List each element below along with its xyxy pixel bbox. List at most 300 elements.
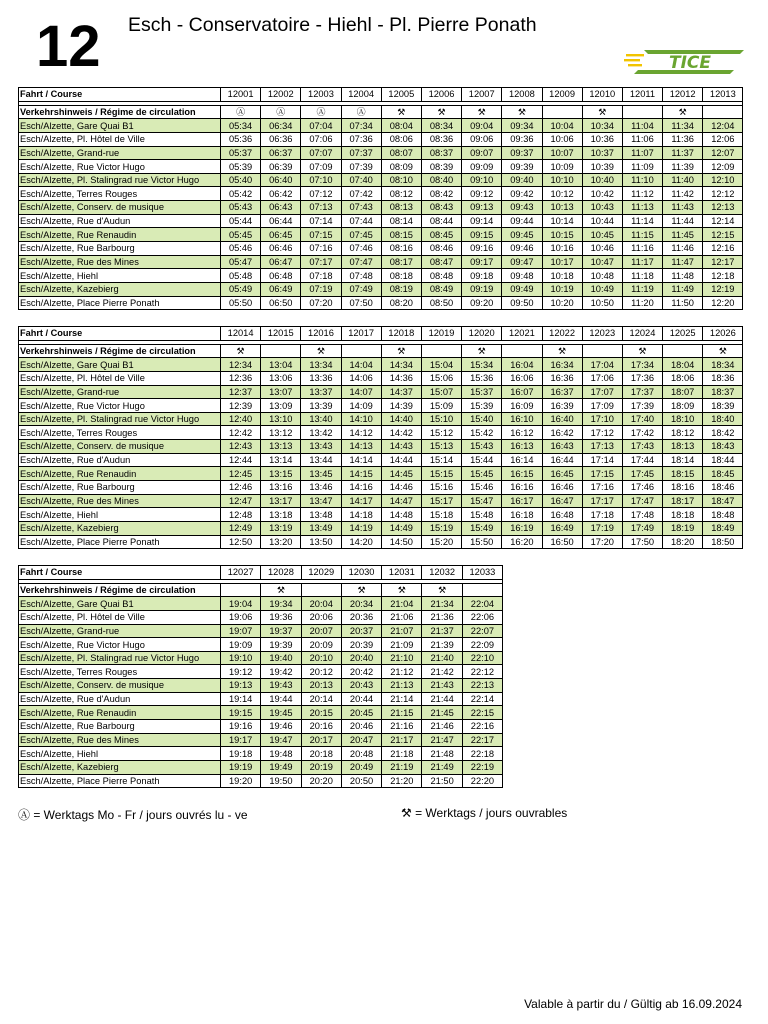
- departure-time: 12:07: [703, 146, 743, 160]
- departure-time: 11:18: [622, 269, 662, 283]
- stop-row: [19, 214, 743, 228]
- departure-time: 13:47: [301, 494, 341, 508]
- legend-a: Ⓐ = Werktags Mo - Fr / jours ouvrés lu - ve: [18, 808, 248, 822]
- departure-time: 21:20: [382, 774, 422, 788]
- stop-name: Esch/Alzette, Rue Renaudin: [19, 706, 221, 720]
- departure-time: 12:39: [221, 399, 261, 413]
- departure-time: 07:06: [301, 132, 341, 146]
- stop-row: [19, 706, 503, 720]
- departure-time: 05:39: [221, 160, 261, 174]
- stop-name: Esch/Alzette, Kazebierg: [19, 521, 221, 535]
- departure-time: 11:17: [622, 255, 662, 269]
- stop-row: [19, 494, 743, 508]
- departure-time: 18:10: [663, 412, 703, 426]
- course-number: 12005: [381, 88, 421, 102]
- departure-time: 19:46: [261, 720, 301, 734]
- departure-time: 15:44: [462, 453, 502, 467]
- course-number: 12029: [301, 566, 341, 580]
- workday-hammer-icon: ⚒: [301, 344, 341, 358]
- stop-name: Esch/Alzette, Rue des Mines: [19, 733, 221, 747]
- departure-time: 06:45: [261, 228, 301, 242]
- departure-time: 15:14: [421, 453, 461, 467]
- departure-time: 10:36: [582, 132, 622, 146]
- departure-time: 08:36: [421, 132, 461, 146]
- departure-time: 21:10: [382, 651, 422, 665]
- course-number: 12017: [341, 327, 381, 341]
- course-number: 12030: [341, 566, 381, 580]
- departure-time: 16:09: [502, 399, 542, 413]
- line-number: 12: [36, 14, 101, 79]
- tice-logo: [624, 46, 748, 76]
- departure-time: 07:36: [341, 132, 381, 146]
- departure-time: 14:09: [341, 399, 381, 413]
- departure-time: 09:07: [462, 146, 502, 160]
- departure-time: 13:04: [261, 358, 301, 372]
- departure-time: 10:09: [542, 160, 582, 174]
- stop-row: [19, 774, 503, 788]
- departure-time: 17:45: [622, 467, 662, 481]
- departure-time: 09:12: [462, 187, 502, 201]
- departure-time: 07:20: [301, 296, 341, 310]
- departure-time: 15:36: [462, 371, 502, 385]
- stop-name: Esch/Alzette, Rue des Mines: [19, 255, 221, 269]
- departure-time: 11:19: [622, 282, 662, 296]
- course-number: 12014: [221, 327, 261, 341]
- departure-time: 06:47: [261, 255, 301, 269]
- departure-time: 06:34: [261, 119, 301, 133]
- departure-time: 21:44: [422, 692, 462, 706]
- workday-hammer-icon: ⚒: [462, 344, 502, 358]
- stop-row: [19, 255, 743, 269]
- departure-time: 09:16: [462, 242, 502, 256]
- departure-time: 21:15: [382, 706, 422, 720]
- departure-time: 21:40: [422, 651, 462, 665]
- departure-time: 15:15: [421, 467, 461, 481]
- departure-time: 18:49: [703, 521, 743, 535]
- departure-time: 16:50: [542, 535, 582, 549]
- departure-time: 13:20: [261, 535, 301, 549]
- course-number: 12011: [622, 88, 662, 102]
- course-number: 12008: [502, 88, 542, 102]
- course-number: 12033: [462, 566, 502, 580]
- stop-row: [19, 679, 503, 693]
- departure-time: 07:17: [301, 255, 341, 269]
- departure-time: 10:04: [542, 119, 582, 133]
- departure-time: 20:06: [301, 610, 341, 624]
- departure-time: 12:15: [703, 228, 743, 242]
- departure-time: 13:45: [301, 467, 341, 481]
- departure-time: 18:18: [663, 508, 703, 522]
- departure-time: 05:49: [221, 282, 261, 296]
- departure-time: 15:04: [421, 358, 461, 372]
- departure-time: 13:46: [301, 481, 341, 495]
- departure-time: 13:18: [261, 508, 301, 522]
- departure-time: 21:09: [382, 638, 422, 652]
- departure-time: 07:45: [341, 228, 381, 242]
- departure-time: 20:44: [341, 692, 381, 706]
- departure-time: 21:46: [422, 720, 462, 734]
- departure-time: 16:20: [502, 535, 542, 549]
- departure-time: 08:10: [381, 173, 421, 187]
- departure-time: 11:39: [663, 160, 703, 174]
- course-number: 12015: [261, 327, 301, 341]
- stop-name: Esch/Alzette, Gare Quai B1: [19, 358, 221, 372]
- departure-time: 09:36: [502, 132, 542, 146]
- departure-time: 18:15: [663, 467, 703, 481]
- stop-row: [19, 371, 743, 385]
- departure-time: 16:12: [502, 426, 542, 440]
- departure-time: 16:07: [502, 385, 542, 399]
- departure-time: 15:39: [462, 399, 502, 413]
- departure-time: 15:19: [421, 521, 461, 535]
- departure-time: 17:43: [622, 440, 662, 454]
- departure-time: 14:12: [341, 426, 381, 440]
- stop-row: [19, 651, 503, 665]
- departure-time: 16:39: [542, 399, 582, 413]
- departure-time: 18:19: [663, 521, 703, 535]
- departure-time: 11:49: [663, 282, 703, 296]
- departure-time: 07:16: [301, 242, 341, 256]
- departure-time: 12:04: [703, 119, 743, 133]
- departure-time: 12:06: [703, 132, 743, 146]
- stop-row: [19, 467, 743, 481]
- departure-time: 11:15: [622, 228, 662, 242]
- stop-name: Esch/Alzette, Grand-rue: [19, 385, 221, 399]
- departure-time: 10:06: [542, 132, 582, 146]
- departure-time: 16:45: [542, 467, 582, 481]
- departure-time: 10:50: [582, 296, 622, 310]
- departure-time: 19:13: [221, 679, 261, 693]
- departure-time: 19:48: [261, 747, 301, 761]
- departure-time: 20:04: [301, 597, 341, 611]
- course-label: Fahrt / Course: [19, 327, 221, 341]
- regime-row: [19, 344, 743, 358]
- departure-time: 16:44: [542, 453, 582, 467]
- departure-time: 11:44: [663, 214, 703, 228]
- stop-row: [19, 296, 743, 310]
- departure-time: 17:16: [582, 481, 622, 495]
- departure-time: 18:42: [703, 426, 743, 440]
- stop-name: Esch/Alzette, Hiehl: [19, 508, 221, 522]
- departure-time: 05:48: [221, 269, 261, 283]
- departure-time: 19:37: [261, 624, 301, 638]
- departure-time: 15:46: [462, 481, 502, 495]
- stop-name: Esch/Alzette, Pl. Hôtel de Ville: [19, 132, 221, 146]
- departure-time: 05:43: [221, 201, 261, 215]
- departure-time: 12:47: [221, 494, 261, 508]
- stop-row: [19, 160, 743, 174]
- departure-time: 22:16: [462, 720, 502, 734]
- departure-time: 20:12: [301, 665, 341, 679]
- departure-time: 07:49: [341, 282, 381, 296]
- departure-time: 07:12: [301, 187, 341, 201]
- departure-time: 10:19: [542, 282, 582, 296]
- departure-time: 17:34: [622, 358, 662, 372]
- departure-time: 05:50: [221, 296, 261, 310]
- departure-time: 09:04: [462, 119, 502, 133]
- departure-time: 09:15: [462, 228, 502, 242]
- departure-time: 11:12: [622, 187, 662, 201]
- departure-time: 13:07: [261, 385, 301, 399]
- departure-time: 21:14: [382, 692, 422, 706]
- workday-hammer-icon: ⚒: [462, 105, 502, 119]
- departure-time: 15:48: [462, 508, 502, 522]
- departure-time: 12:48: [221, 508, 261, 522]
- departure-time: 17:17: [582, 494, 622, 508]
- departure-time: 06:37: [261, 146, 301, 160]
- departure-time: 16:37: [542, 385, 582, 399]
- stop-name: Esch/Alzette, Place Pierre Ponath: [19, 774, 221, 788]
- stop-row: [19, 720, 503, 734]
- course-number: 12019: [421, 327, 461, 341]
- departure-time: 15:45: [462, 467, 502, 481]
- departure-time: 22:12: [462, 665, 502, 679]
- departure-time: 08:45: [421, 228, 461, 242]
- departure-time: 20:48: [341, 747, 381, 761]
- departure-time: 07:07: [301, 146, 341, 160]
- course-label: Fahrt / Course: [19, 566, 221, 580]
- departure-time: 17:10: [582, 412, 622, 426]
- departure-time: 10:45: [582, 228, 622, 242]
- departure-time: 07:18: [301, 269, 341, 283]
- departure-time: 17:20: [582, 535, 622, 549]
- departure-time: 10:16: [542, 242, 582, 256]
- departure-time: 06:46: [261, 242, 301, 256]
- stop-row: [19, 610, 503, 624]
- departure-time: 11:46: [663, 242, 703, 256]
- departure-time: 08:14: [381, 214, 421, 228]
- departure-time: 14:20: [341, 535, 381, 549]
- stop-name: Esch/Alzette, Pl. Hôtel de Ville: [19, 371, 221, 385]
- departure-time: 10:13: [542, 201, 582, 215]
- departure-time: 20:10: [301, 651, 341, 665]
- departure-time: 15:06: [421, 371, 461, 385]
- departure-time: 10:17: [542, 255, 582, 269]
- departure-time: 18:16: [663, 481, 703, 495]
- departure-time: 07:10: [301, 173, 341, 187]
- departure-time: 15:13: [421, 440, 461, 454]
- course-header-row: [19, 327, 743, 341]
- departure-time: 14:45: [381, 467, 421, 481]
- departure-time: 20:34: [341, 597, 381, 611]
- departure-time: 20:47: [341, 733, 381, 747]
- stop-row: [19, 426, 743, 440]
- departure-time: 09:45: [502, 228, 542, 242]
- weekday-mon-fri-icon: Ⓐ: [301, 105, 341, 119]
- course-number: 12027: [221, 566, 261, 580]
- departure-time: 19:06: [221, 610, 261, 624]
- departure-time: 12:18: [703, 269, 743, 283]
- stop-row: [19, 535, 743, 549]
- departure-time: 14:17: [341, 494, 381, 508]
- departure-time: 19:43: [261, 679, 301, 693]
- departure-time: 19:45: [261, 706, 301, 720]
- stop-row: [19, 508, 743, 522]
- departure-time: 08:42: [421, 187, 461, 201]
- departure-time: 06:44: [261, 214, 301, 228]
- departure-time: 20:36: [341, 610, 381, 624]
- departure-time: 11:14: [622, 214, 662, 228]
- departure-time: 08:50: [421, 296, 461, 310]
- stop-row: [19, 760, 503, 774]
- departure-time: 14:34: [381, 358, 421, 372]
- stop-name: Esch/Alzette, Pl. Stalingrad rue Victor Hugo: [19, 651, 221, 665]
- stop-name: Esch/Alzette, Conserv. de musique: [19, 679, 221, 693]
- regime-empty: [421, 344, 461, 358]
- course-number: 12001: [221, 88, 261, 102]
- departure-time: 12:45: [221, 467, 261, 481]
- departure-time: 07:14: [301, 214, 341, 228]
- departure-time: 07:43: [341, 201, 381, 215]
- departure-time: 17:48: [622, 508, 662, 522]
- regime-empty: [221, 583, 261, 597]
- departure-time: 12:40: [221, 412, 261, 426]
- departure-time: 18:46: [703, 481, 743, 495]
- departure-time: 14:50: [381, 535, 421, 549]
- departure-time: 14:10: [341, 412, 381, 426]
- departure-time: 07:37: [341, 146, 381, 160]
- departure-time: 18:14: [663, 453, 703, 467]
- departure-time: 15:09: [421, 399, 461, 413]
- departure-time: 15:20: [421, 535, 461, 549]
- departure-time: 15:34: [462, 358, 502, 372]
- departure-time: 10:42: [582, 187, 622, 201]
- departure-time: 09:19: [462, 282, 502, 296]
- course-header-row: [19, 88, 743, 102]
- stop-name: Esch/Alzette, Rue Victor Hugo: [19, 638, 221, 652]
- departure-time: 17:50: [622, 535, 662, 549]
- departure-time: 08:06: [381, 132, 421, 146]
- departure-time: 22:07: [462, 624, 502, 638]
- departure-time: 05:34: [221, 119, 261, 133]
- departure-time: 22:18: [462, 747, 502, 761]
- departure-time: 18:13: [663, 440, 703, 454]
- departure-time: 16:18: [502, 508, 542, 522]
- departure-time: 15:43: [462, 440, 502, 454]
- departure-time: 21:12: [382, 665, 422, 679]
- regime-empty: [622, 105, 662, 119]
- departure-time: 07:50: [341, 296, 381, 310]
- departure-time: 19:49: [261, 760, 301, 774]
- departure-time: 13:15: [261, 467, 301, 481]
- departure-time: 19:39: [261, 638, 301, 652]
- departure-time: 18:40: [703, 412, 743, 426]
- departure-time: 17:40: [622, 412, 662, 426]
- departure-time: 16:06: [502, 371, 542, 385]
- departure-time: 20:17: [301, 733, 341, 747]
- departure-time: 15:07: [421, 385, 461, 399]
- departure-time: 09:39: [502, 160, 542, 174]
- departure-time: 08:44: [421, 214, 461, 228]
- departure-time: 21:19: [382, 760, 422, 774]
- stop-row: [19, 399, 743, 413]
- departure-time: 05:37: [221, 146, 261, 160]
- workday-hammer-icon: ⚒: [663, 105, 703, 119]
- stop-name: Esch/Alzette, Pl. Hôtel de Ville: [19, 610, 221, 624]
- departure-time: 19:15: [221, 706, 261, 720]
- departure-time: 21:06: [382, 610, 422, 624]
- regime-row: [19, 105, 743, 119]
- stop-row: [19, 201, 743, 215]
- course-label: Fahrt / Course: [19, 88, 221, 102]
- departure-time: 05:42: [221, 187, 261, 201]
- course-number: 12025: [663, 327, 703, 341]
- departure-time: 12:13: [703, 201, 743, 215]
- departure-time: 08:13: [381, 201, 421, 215]
- departure-time: 16:36: [542, 371, 582, 385]
- departure-time: 17:44: [622, 453, 662, 467]
- weekday-mon-fri-icon: Ⓐ: [221, 105, 261, 119]
- timetable-2: [18, 326, 743, 549]
- departure-time: 06:43: [261, 201, 301, 215]
- departure-time: 07:39: [341, 160, 381, 174]
- departure-time: 08:09: [381, 160, 421, 174]
- stop-row: [19, 733, 503, 747]
- workday-hammer-icon: ⚒: [703, 344, 743, 358]
- departure-time: 11:36: [663, 132, 703, 146]
- departure-time: 08:20: [381, 296, 421, 310]
- departure-time: 20:13: [301, 679, 341, 693]
- departure-time: 12:14: [703, 214, 743, 228]
- departure-time: 19:50: [261, 774, 301, 788]
- departure-time: 22:20: [462, 774, 502, 788]
- stop-row: [19, 597, 503, 611]
- departure-time: 09:46: [502, 242, 542, 256]
- departure-time: 10:39: [582, 160, 622, 174]
- departure-time: 18:43: [703, 440, 743, 454]
- validity-date: Valable à partir du / Gültig ab 16.09.2024: [524, 997, 742, 1011]
- departure-time: 15:37: [462, 385, 502, 399]
- regime-empty: [261, 344, 301, 358]
- departure-time: 14:47: [381, 494, 421, 508]
- regime-empty: [301, 583, 341, 597]
- departure-time: 11:06: [622, 132, 662, 146]
- regime-empty: [542, 105, 582, 119]
- departure-time: 13:09: [261, 399, 301, 413]
- tice-logo-text: TICE: [668, 53, 712, 73]
- departure-time: 12:12: [703, 187, 743, 201]
- departure-time: 21:49: [422, 760, 462, 774]
- route-title: Esch - Conservatoire - Hiehl - Pl. Pierre Ponath: [128, 14, 537, 36]
- workday-hammer-icon: ⚒: [261, 583, 301, 597]
- departure-time: 18:45: [703, 467, 743, 481]
- departure-time: 20:50: [341, 774, 381, 788]
- departure-time: 11:10: [622, 173, 662, 187]
- departure-time: 12:42: [221, 426, 261, 440]
- departure-time: 12:44: [221, 453, 261, 467]
- departure-time: 19:42: [261, 665, 301, 679]
- departure-time: 16:49: [542, 521, 582, 535]
- departure-time: 20:09: [301, 638, 341, 652]
- departure-time: 09:40: [502, 173, 542, 187]
- stop-row: [19, 385, 743, 399]
- stop-name: Esch/Alzette, Kazebierg: [19, 282, 221, 296]
- departure-time: 12:17: [703, 255, 743, 269]
- departure-time: 17:19: [582, 521, 622, 535]
- timetable-1: [18, 87, 743, 310]
- departure-time: 08:49: [421, 282, 461, 296]
- departure-time: 07:09: [301, 160, 341, 174]
- departure-time: 22:06: [462, 610, 502, 624]
- departure-time: 18:04: [663, 358, 703, 372]
- departure-time: 15:42: [462, 426, 502, 440]
- departure-time: 19:36: [261, 610, 301, 624]
- departure-time: 10:44: [582, 214, 622, 228]
- departure-time: 21:18: [382, 747, 422, 761]
- stop-row: [19, 638, 503, 652]
- departure-time: 11:48: [663, 269, 703, 283]
- departure-time: 13:48: [301, 508, 341, 522]
